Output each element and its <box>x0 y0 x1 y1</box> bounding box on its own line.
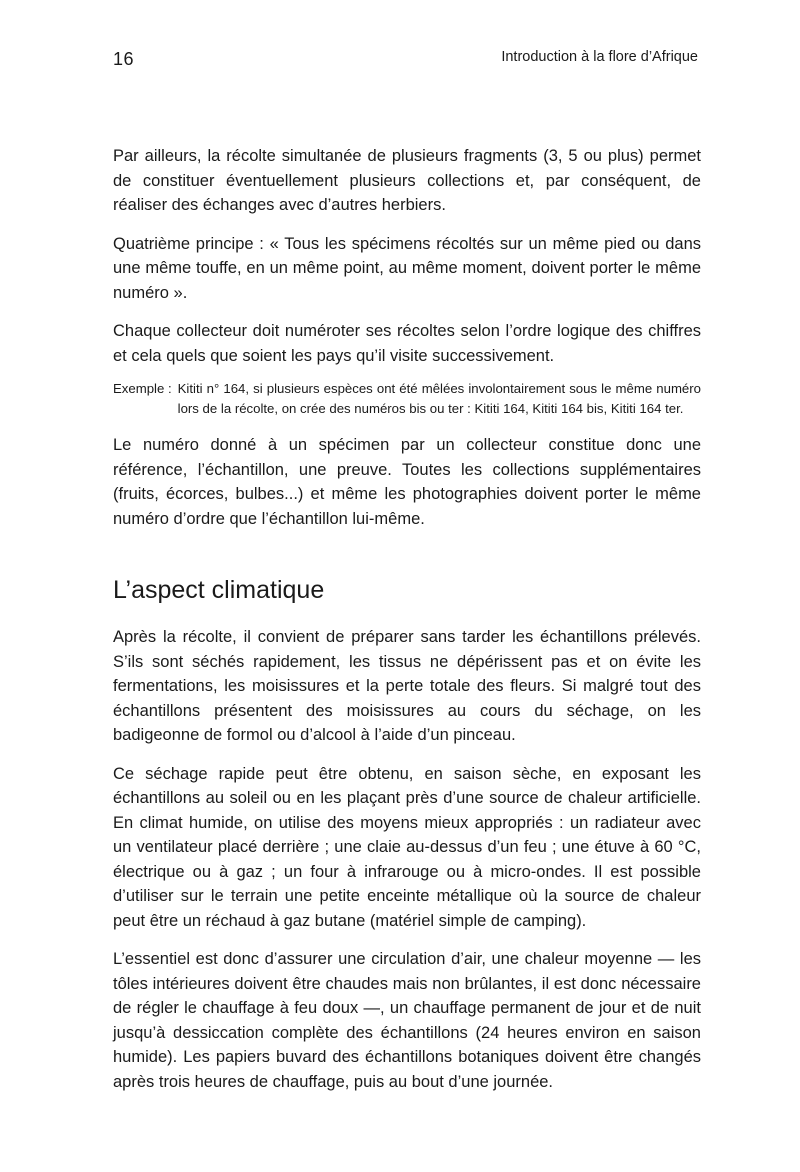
running-title: Introduction à la flore d’Afrique <box>501 49 698 65</box>
example-label: Exemple : <box>113 381 172 396</box>
paragraph: Ce séchage rapide peut être obtenu, en saison sèche, en exposant les échantillons au soleil ou en les plaçant près d’une source de chaleur artificielle. En climat humide, on utilise des moyens mieux appropriés : un radiateur avec un ventilateur placé derrière ; une claie au-dessus d’un feu ; une étuve à 60 °C, électrique ou à gaz ; un four à infrarouge ou à micro-ondes. Il est possible d’utiliser sur le terrain une petite enceinte métallique où la source de chaleur peut être un réchaud à gaz butane (matériel simple de camping). <box>113 764 701 930</box>
paragraph: Le numéro donné à un spécimen par un collecteur constitue donc une référence, l’échantillon, une preuve. Toutes les collections supplémentaires (fruits, écorces, bulbes...) et même les photographies doivent porter le même numéro d’ordre que l’échantillon lui-même. <box>113 436 701 528</box>
page-number: 16 <box>113 49 135 69</box>
paragraph: Quatrième principe : « Tous les spécimens récoltés sur un même pied ou dans une même touffe, en un même point, au même moment, doivent porter le même numéro ». <box>113 234 701 302</box>
page-body <box>113 144 701 1108</box>
paragraph: Par ailleurs, la récolte simultanée de plusieurs fragments (3, 5 ou plus) permet de constituer éventuellement plusieurs collections et, par conséquent, de réaliser des échanges avec d’autres herbiers. <box>113 147 701 214</box>
section-heading: L’aspect climatique <box>113 576 325 604</box>
paragraph: L’essentiel est donc d’assurer une circulation d’air, une chaleur moyenne — les tôles intérieures doivent être chaudes mais non brûlantes, il est donc nécessaire de régler le chauffage à feu doux —, un chauffage permanent de jour et de nuit jusqu’à dessiccation complète des échantillons (24 heures environ en saison humide). Les papiers buvard des échantillons botaniques doivent être changés après trois heures de chauffage, puis au bout d’une journée. <box>113 950 701 1091</box>
paragraph: Chaque collecteur doit numéroter ses récoltes selon l’ordre logique des chiffres et cela quels que soient les pays qu’il visite successivement. <box>113 322 701 365</box>
paragraph: Après la récolte, il convient de préparer sans tarder les échantillons prélevés. S’ils sont séchés rapidement, les tissus ne dépérissent pas et on évite les fermentations, les moisissures et la perte totale des fleurs. Si malgré tout des échantillons présentent des moisissures au cours du séchage, on les badigeonne de formol ou d’alcool à l’aide d’un pinceau. <box>113 628 701 744</box>
example-block <box>113 379 701 419</box>
example-text: Kititi n° 164, si plusieurs espèces ont été mêlées involontairement sous le même numéro lors de la récolte, on crée des numéros bis ou ter : Kititi 164, Kititi 164 bis, Kititi 164 ter. <box>177 381 701 416</box>
